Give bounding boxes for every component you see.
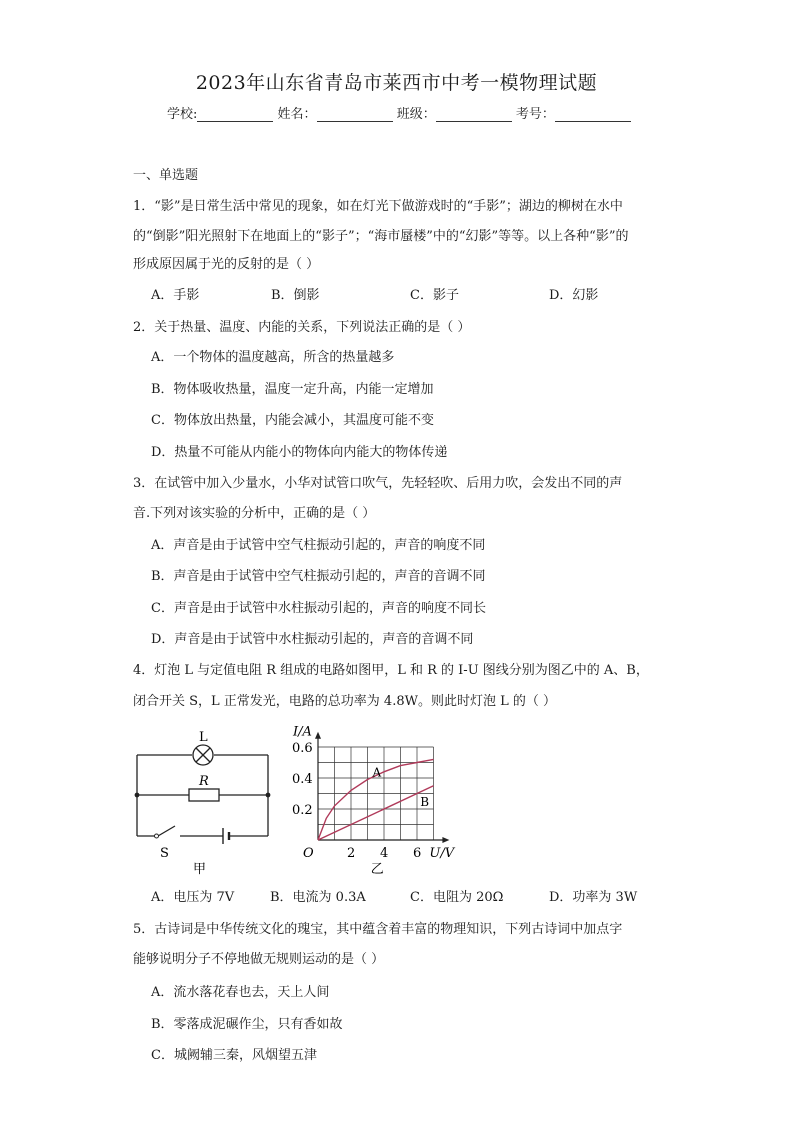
x-tick-label: 6	[413, 846, 422, 861]
series-label-b: B	[420, 794, 430, 809]
chart-caption: 乙	[370, 862, 384, 877]
question-3-line-2: 音.下列对该实验的分析中，正确的是（ ）	[133, 506, 376, 521]
q1-option-d[interactable]: D．幻影	[549, 288, 599, 303]
question-1-line-1: 1．“影”是日常生活中常见的现象，如在灯光下做游戏时的“手影”；湖边的柳树在水中	[133, 199, 623, 214]
school-label: 学校:	[167, 107, 198, 122]
x-tick-label: 2	[347, 846, 356, 861]
class-blank[interactable]	[436, 107, 512, 122]
q1-option-b[interactable]: B．倒影	[271, 288, 320, 303]
y-tick-label: 0.4	[292, 772, 313, 787]
q2-option-b[interactable]: B．物体吸收热量，温度一定升高，内能一定增加	[151, 382, 434, 397]
lamp-label: L	[199, 730, 208, 745]
question-1-line-3: 形成原因属于光的反射的是（ ）	[133, 257, 320, 272]
question-3-line-1: 3．在试管中加入少量水，小华对试管口吹气，先轻轻吹、后用力吹，会发出不同的声	[133, 476, 623, 491]
q4-option-a[interactable]: A．电压为 7V	[151, 890, 235, 905]
y-tick-label: 0.6	[292, 741, 313, 756]
question-1-line-2: 的“倒影”阳光照射下在地面上的“影子”；“海市蜃楼”中的“幻影”等等。以上各种“影”的	[133, 229, 629, 244]
section-heading: 一、单选题	[133, 168, 199, 183]
q2-option-d[interactable]: D．热量不可能从内能小的物体向内能大的物体传递	[151, 445, 448, 460]
q3-option-c[interactable]: C．声音是由于试管中水柱振动引起的，声音的响度不同长	[151, 601, 486, 616]
switch-lever	[158, 826, 175, 836]
resistor-symbol	[189, 789, 219, 801]
junction-left	[135, 793, 140, 798]
series-label-a: A	[372, 765, 382, 780]
x-axis-label: U/V	[429, 846, 455, 861]
name-label: 姓名：	[277, 107, 317, 122]
resistor-label: R	[199, 774, 209, 789]
name-blank[interactable]	[317, 107, 393, 122]
iu-graph	[290, 715, 470, 880]
y-axis-label: I/A	[293, 724, 312, 740]
junction-right	[266, 793, 271, 798]
q1-option-c[interactable]: C．影子	[410, 288, 459, 303]
q5-option-c[interactable]: C．城阙辅三秦，风烟望五津	[151, 1048, 317, 1063]
class-label: 班级：	[396, 107, 436, 122]
y-axis-arrow	[315, 732, 321, 739]
page-title: 2023年山东省青岛市莱西市中考一模物理试题	[195, 72, 598, 94]
q5-option-a[interactable]: A．流水落花春也去，天上人间	[151, 985, 330, 1000]
question-2-line-1: 2．关于热量、温度、内能的关系，下列说法正确的是（ ）	[133, 320, 471, 335]
q4-option-d[interactable]: D．功率为 3W	[549, 890, 638, 905]
q1-option-a[interactable]: A．手影	[151, 288, 200, 303]
q5-option-b[interactable]: B．零落成泥碾作尘，只有香如故	[151, 1017, 343, 1032]
question-5-line-1: 5．古诗词是中华传统文化的瑰宝，其中蕴含着丰富的物理知识，下列古诗词中加点字	[133, 922, 623, 937]
circuit-diagram	[125, 725, 285, 880]
exam-no-blank[interactable]	[555, 107, 631, 122]
switch-label: S	[160, 846, 169, 861]
school-blank[interactable]	[197, 107, 273, 122]
question-4-line-2: 闭合开关 S，L 正常发光，电路的总功率为 4.8W。则此时灯泡 L 的（ ）	[133, 694, 557, 709]
question-5-line-2: 能够说明分子不停地做无规则运动的是（ ）	[133, 952, 385, 967]
student-info-row	[167, 103, 631, 122]
q3-option-a[interactable]: A．声音是由于试管中空气柱振动引起的，声音的响度不同	[151, 538, 486, 553]
series-line-b	[318, 786, 434, 840]
q4-option-c[interactable]: C．电阻为 20Ω	[410, 890, 504, 905]
exam-no-label: 考号：	[515, 107, 555, 122]
q3-option-b[interactable]: B．声音是由于试管中空气柱振动引起的，声音的音调不同	[151, 569, 486, 584]
y-tick-label: 0.2	[292, 803, 313, 818]
q4-option-b[interactable]: B．电流为 0.3A	[270, 890, 366, 905]
question-4-line-1: 4．灯泡 L 与定值电阻 R 组成的电路如图甲，L 和 R 的 I-U 图线分别为图乙中的 A、B，	[133, 663, 649, 678]
q2-option-c[interactable]: C．物体放出热量，内能会减小，其温度可能不变	[151, 413, 434, 428]
x-tick-label: 4	[380, 846, 389, 861]
x-axis-arrow	[442, 837, 449, 843]
switch-contact	[155, 834, 159, 838]
q2-option-a[interactable]: A．一个物体的温度越高，所含的热量越多	[151, 350, 395, 365]
q3-option-d[interactable]: D．声音是由于试管中水柱振动引起的，声音的音调不同	[151, 632, 474, 647]
circuit-caption: 甲	[193, 862, 207, 877]
origin-label: O	[303, 846, 314, 861]
